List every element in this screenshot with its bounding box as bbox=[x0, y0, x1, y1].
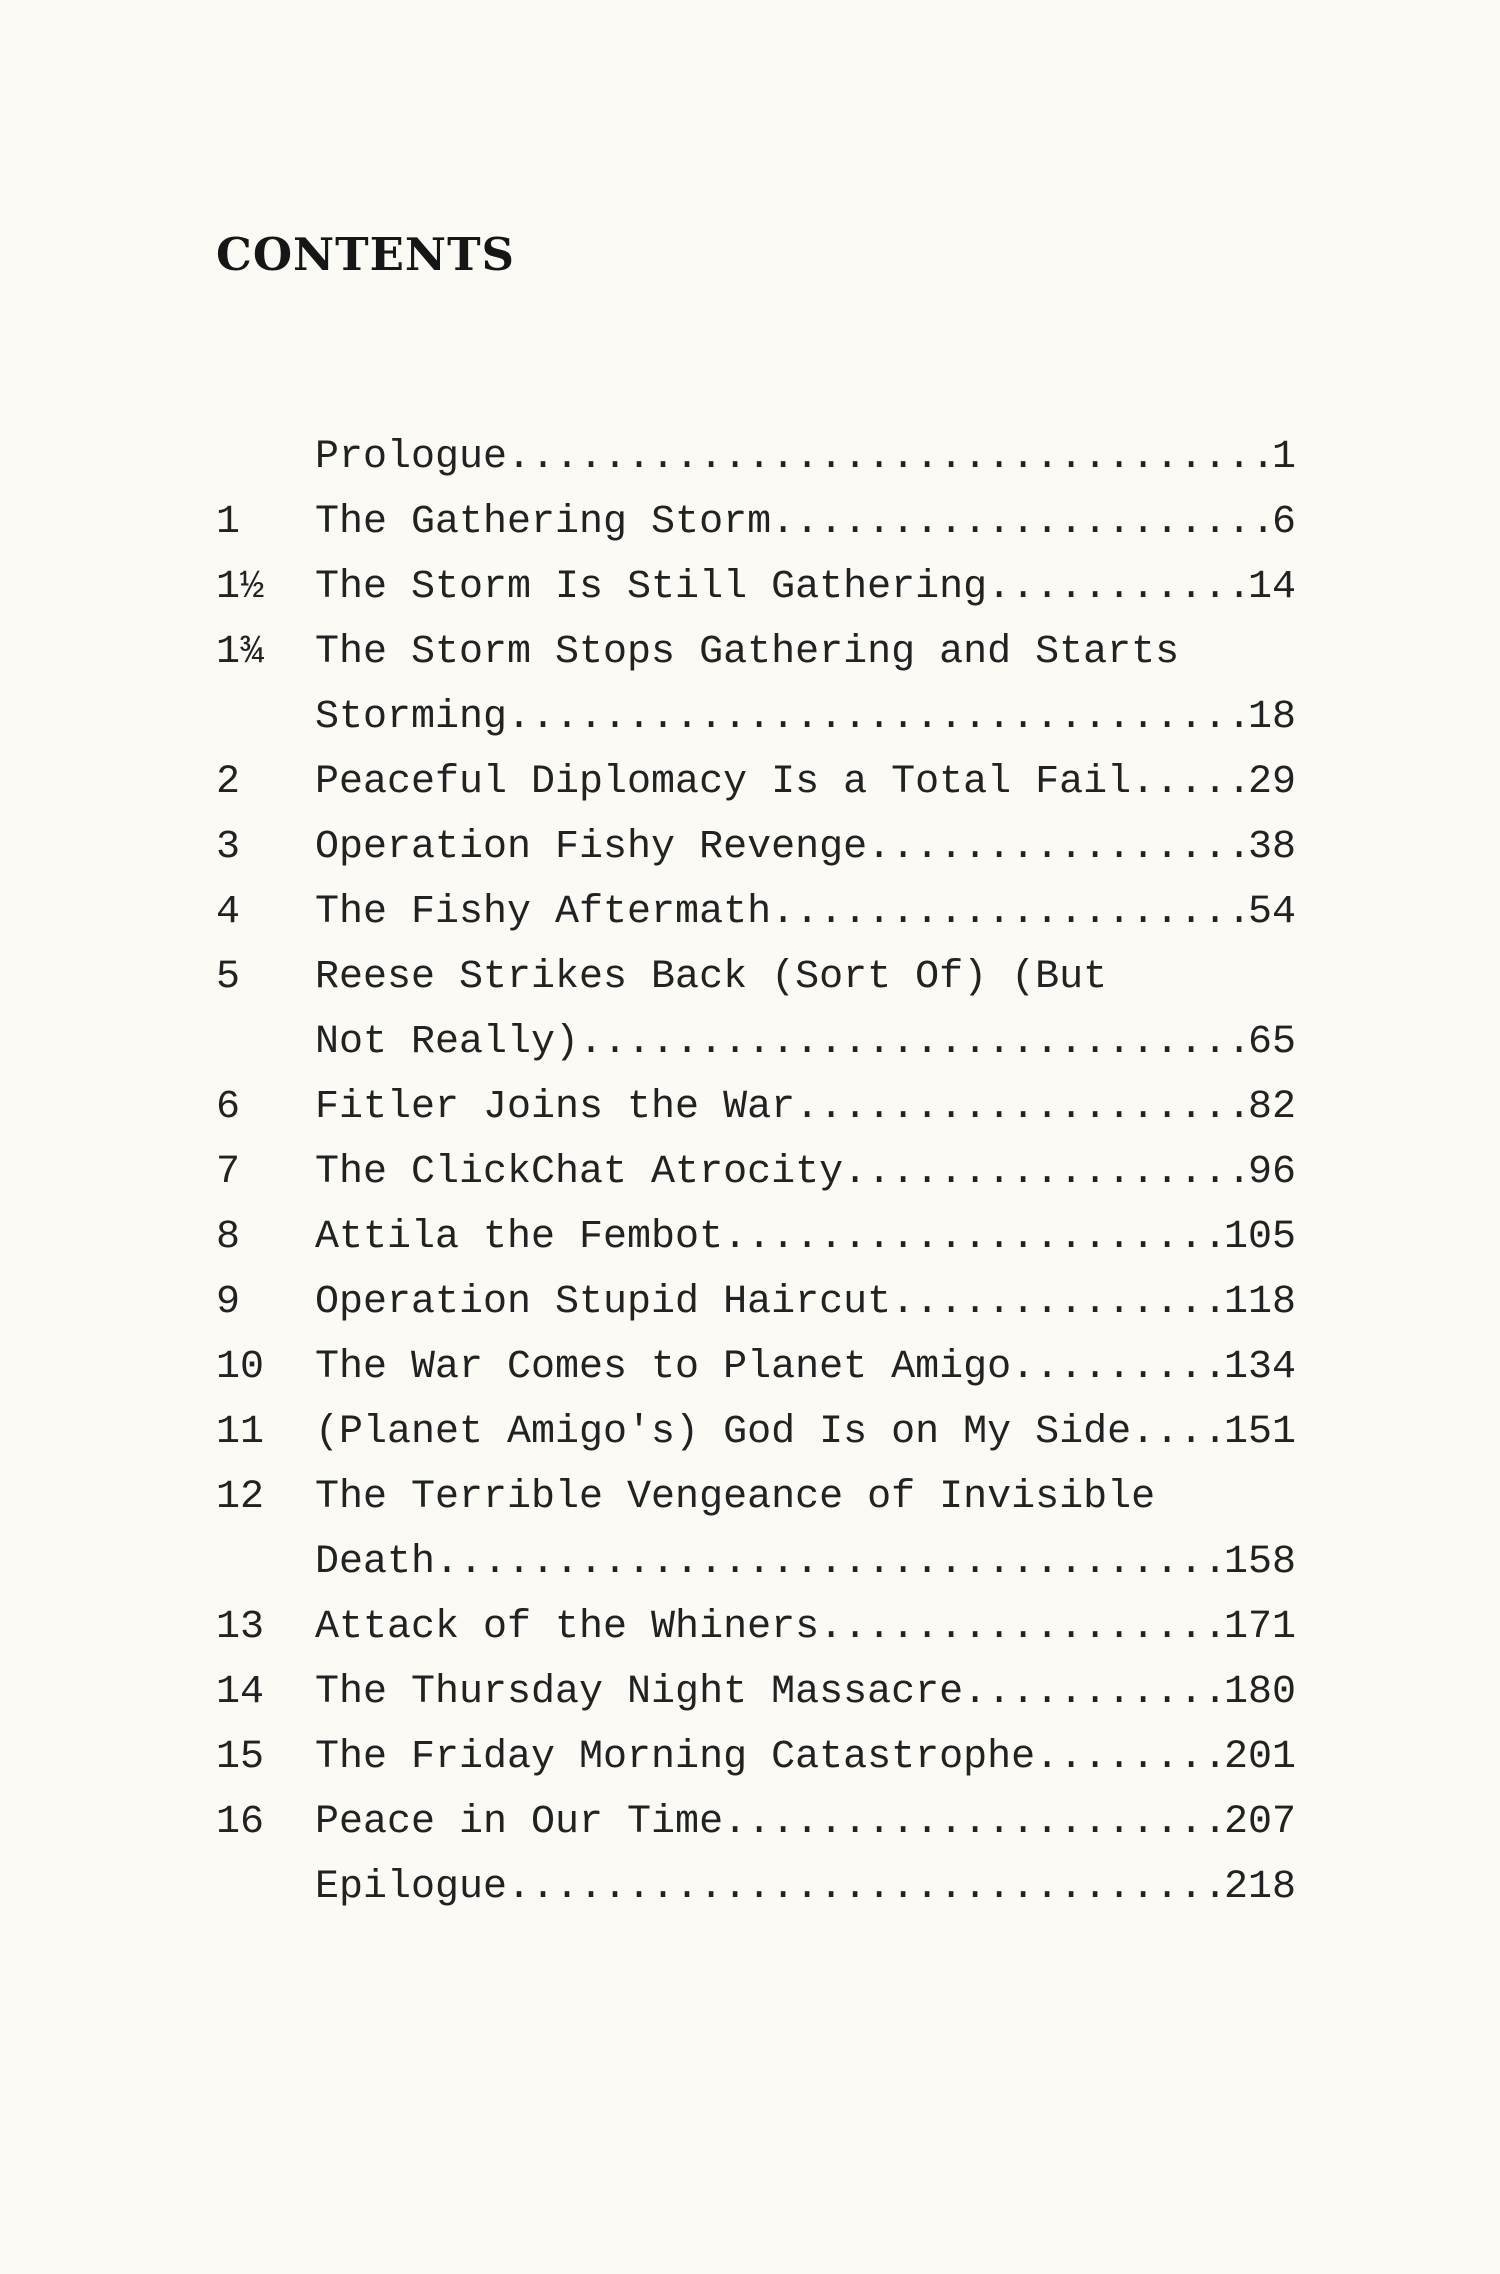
toc-entry-epilogue bbox=[216, 1855, 1296, 1920]
toc-entry-chapter-1-three-quarters-continued bbox=[216, 685, 1296, 750]
chapter-title: The ClickChat Atrocity bbox=[315, 1150, 844, 1195]
dot-leader bbox=[1131, 750, 1248, 815]
dot-leader bbox=[723, 1790, 1224, 1855]
page-number: 158 bbox=[1223, 1540, 1296, 1585]
toc-entry-chapter-1 bbox=[216, 490, 1296, 555]
chapter-title: Operation Fishy Revenge bbox=[315, 825, 868, 870]
toc-entry-chapter-12-continued bbox=[216, 1530, 1296, 1595]
chapter-number: 4 bbox=[216, 890, 241, 935]
toc-entry-chapter-10 bbox=[216, 1335, 1296, 1400]
toc-entry-chapter-1-three-quarters bbox=[216, 620, 1296, 685]
chapter-title: The Fishy Aftermath bbox=[315, 890, 772, 935]
chapter-number: 11 bbox=[216, 1410, 265, 1455]
chapter-number bbox=[216, 425, 315, 490]
chapter-number: 3 bbox=[216, 825, 241, 870]
toc-entry-chapter-14 bbox=[216, 1660, 1296, 1725]
chapter-title-continued: Storming bbox=[315, 695, 508, 740]
dot-leader bbox=[987, 555, 1248, 620]
chapter-number: 13 bbox=[216, 1605, 265, 1650]
toc-entry-chapter-12 bbox=[216, 1465, 1296, 1530]
chapter-number: 15 bbox=[216, 1735, 265, 1780]
chapter-title: The Gathering Storm bbox=[315, 500, 772, 545]
chapter-title: (Planet Amigo's) God Is on My Side bbox=[315, 1410, 1132, 1455]
chapter-title: Peace in Our Time bbox=[315, 1800, 724, 1845]
chapter-number: 9 bbox=[216, 1280, 241, 1325]
dot-leader bbox=[1131, 1400, 1224, 1465]
toc-entry-chapter-2 bbox=[216, 750, 1296, 815]
toc-entry-chapter-8 bbox=[216, 1205, 1296, 1270]
chapter-number: 8 bbox=[216, 1215, 241, 1260]
dot-leader bbox=[843, 1140, 1248, 1205]
chapter-title-continued: Death bbox=[315, 1540, 436, 1585]
chapter-title: The War Comes to Planet Amigo bbox=[315, 1345, 1012, 1390]
page-title: CONTENTS bbox=[216, 228, 516, 281]
dot-leader bbox=[963, 1660, 1224, 1725]
page-number: 134 bbox=[1223, 1345, 1296, 1390]
page-number: 171 bbox=[1223, 1605, 1296, 1650]
page-number: 151 bbox=[1223, 1410, 1296, 1455]
table-of-contents bbox=[216, 425, 1296, 1920]
page-number: 218 bbox=[1223, 1865, 1296, 1910]
page-number: 18 bbox=[1247, 695, 1296, 740]
dot-leader bbox=[891, 1270, 1224, 1335]
dot-leader bbox=[507, 1855, 1224, 1920]
toc-entry-chapter-5-continued bbox=[216, 1010, 1296, 1075]
chapter-title: The Thursday Night Massacre bbox=[315, 1670, 964, 1715]
dot-leader bbox=[771, 490, 1272, 555]
toc-entry-chapter-9 bbox=[216, 1270, 1296, 1335]
chapter-title: Peaceful Diplomacy Is a Total Fail bbox=[315, 760, 1132, 805]
chapter-title: Attila the Fembot bbox=[315, 1215, 724, 1260]
chapter-title: Prologue bbox=[315, 435, 508, 480]
chapter-number: 5 bbox=[216, 955, 241, 1000]
page-number: 82 bbox=[1247, 1085, 1296, 1130]
dot-leader bbox=[1011, 1335, 1224, 1400]
toc-entry-chapter-1-half bbox=[216, 555, 1296, 620]
chapter-title: Operation Stupid Haircut bbox=[315, 1280, 892, 1325]
page-number: 54 bbox=[1247, 890, 1296, 935]
dot-leader bbox=[795, 1075, 1248, 1140]
page-number: 105 bbox=[1223, 1215, 1296, 1260]
page-number: 180 bbox=[1223, 1670, 1296, 1715]
toc-entry-chapter-6 bbox=[216, 1075, 1296, 1140]
dot-leader bbox=[771, 880, 1248, 945]
page-number: 38 bbox=[1247, 825, 1296, 870]
toc-entry-chapter-3 bbox=[216, 815, 1296, 880]
dot-leader bbox=[579, 1010, 1248, 1075]
toc-entry-chapter-13 bbox=[216, 1595, 1296, 1660]
chapter-number: 7 bbox=[216, 1150, 241, 1195]
page-number: 201 bbox=[1223, 1735, 1296, 1780]
page-number: 1 bbox=[1271, 435, 1296, 480]
dot-leader bbox=[507, 425, 1272, 490]
chapter-number: 10 bbox=[216, 1345, 265, 1390]
page-number: 118 bbox=[1223, 1280, 1296, 1325]
chapter-title: Attack of the Whiners bbox=[315, 1605, 820, 1650]
dot-leader bbox=[1035, 1725, 1224, 1790]
page-number: 65 bbox=[1247, 1020, 1296, 1065]
dot-leader bbox=[723, 1205, 1224, 1270]
toc-entry-chapter-5 bbox=[216, 945, 1296, 1010]
chapter-number: 1½ bbox=[216, 565, 265, 610]
page-number: 96 bbox=[1247, 1150, 1296, 1195]
chapter-title: Fitler Joins the War bbox=[315, 1085, 796, 1130]
toc-entry-chapter-11 bbox=[216, 1400, 1296, 1465]
toc-entry-chapter-7 bbox=[216, 1140, 1296, 1205]
chapter-number: 16 bbox=[216, 1800, 265, 1845]
toc-entry-chapter-16 bbox=[216, 1790, 1296, 1855]
chapter-title: The Storm Stops Gathering and Starts bbox=[315, 630, 1180, 675]
page-number: 14 bbox=[1247, 565, 1296, 610]
dot-leader bbox=[819, 1595, 1224, 1660]
chapter-title: Reese Strikes Back (Sort Of) (But bbox=[315, 955, 1108, 1000]
chapter-title: The Terrible Vengeance of Invisible bbox=[315, 1475, 1156, 1520]
toc-entry-chapter-15 bbox=[216, 1725, 1296, 1790]
chapter-title: The Storm Is Still Gathering bbox=[315, 565, 988, 610]
chapter-number: 1¾ bbox=[216, 630, 265, 675]
dot-leader bbox=[507, 685, 1248, 750]
chapter-title-continued: Not Really) bbox=[315, 1020, 580, 1065]
chapter-number: 1 bbox=[216, 500, 241, 545]
dot-leader bbox=[435, 1530, 1224, 1595]
chapter-number bbox=[216, 1855, 315, 1920]
dot-leader bbox=[867, 815, 1248, 880]
page-number: 6 bbox=[1271, 500, 1296, 545]
chapter-number: 12 bbox=[216, 1475, 265, 1520]
page-number: 29 bbox=[1247, 760, 1296, 805]
chapter-title: Epilogue bbox=[315, 1865, 508, 1910]
chapter-number: 2 bbox=[216, 760, 241, 805]
page-number: 207 bbox=[1223, 1800, 1296, 1845]
toc-entry-prologue bbox=[216, 425, 1296, 490]
chapter-number: 6 bbox=[216, 1085, 241, 1130]
chapter-title: The Friday Morning Catastrophe bbox=[315, 1735, 1036, 1780]
chapter-number: 14 bbox=[216, 1670, 265, 1715]
toc-entry-chapter-4 bbox=[216, 880, 1296, 945]
